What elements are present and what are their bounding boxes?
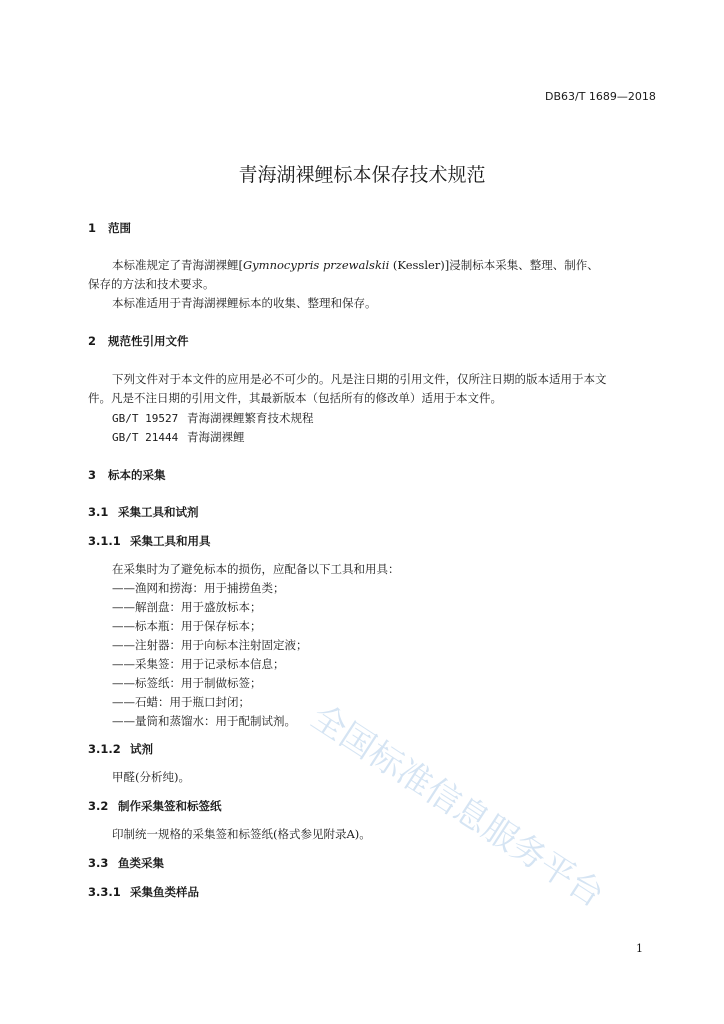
section-number: 3.1 [88, 505, 109, 519]
section-title: 试剂 [130, 742, 153, 756]
section-number: 3.3 [88, 856, 109, 870]
section-number: 3.2 [88, 799, 109, 813]
watermark: 全国标准信息服务平台 [303, 696, 611, 916]
section-title: 制作采集签和标签纸 [118, 799, 222, 813]
tool-list-item: ——渔网和捞海：用于捕捞鱼类； [112, 581, 285, 595]
section-2-heading [88, 333, 189, 349]
document-title: 青海湖裸鲤标本保存技术规范 [238, 164, 486, 186]
section-3-1-2-heading [88, 741, 153, 757]
tool-list-item: ——注射器：用于向标本注射固定液； [112, 638, 308, 652]
reference-code: GB/T 19527 [112, 412, 179, 425]
tool-list-item: ——量筒和蒸馏水：用于配制试剂。 [112, 714, 296, 728]
normative-intro-line2: 件。凡是不注日期的引用文件，其最新版本（包括所有的修改单）适用于本文件。 [88, 391, 502, 405]
reference-title: 青海湖裸鲤 [187, 430, 245, 444]
scope-paragraph-line2: 保存的方法和技术要求。 [88, 277, 215, 291]
page-number: 1 [636, 942, 643, 955]
standard-code: DB63/T 1689—2018 [545, 90, 656, 103]
section-number: 2 [88, 334, 97, 348]
tools-intro: 在采集时为了避免标本的损伤，应配备以下工具和用具： [112, 562, 400, 576]
text-segment: 本标准规定了青海湖裸鲤[ [112, 258, 243, 272]
scientific-name: Gymnocypris przewalskii [243, 258, 390, 272]
section-number: 3.3.1 [88, 885, 121, 899]
tool-list-item: ——石蜡：用于瓶口封闭； [112, 695, 250, 709]
section-title: 鱼类采集 [118, 856, 164, 870]
section-title: 采集工具和试剂 [118, 505, 199, 519]
reference-item [112, 429, 245, 445]
section-3-1-1-heading [88, 533, 211, 549]
tool-list-item: ——标签纸：用于制做标签； [112, 676, 262, 690]
tool-list-item: ——解剖盘：用于盛放标本； [112, 600, 262, 614]
normative-intro-line1: 下列文件对于本文件的应用是必不可少的。凡是注日期的引用文件，仅所注日期的版本适用于本文 [112, 372, 607, 386]
section-title: 采集工具和用具 [130, 534, 211, 548]
section-number: 3 [88, 468, 97, 482]
section-title: 采集鱼类样品 [130, 885, 199, 899]
section-3-heading [88, 467, 166, 483]
tool-list-item: ——标本瓶：用于保存标本； [112, 619, 262, 633]
tool-list-item: ——采集签：用于记录标本信息； [112, 657, 285, 671]
section-number: 3.1.1 [88, 534, 121, 548]
scope-paragraph-line1 [112, 256, 599, 275]
section-number: 3.1.2 [88, 742, 121, 756]
reference-item [112, 410, 314, 426]
section-title: 标本的采集 [108, 468, 166, 482]
section-number: 1 [88, 221, 97, 235]
section-3-3-heading [88, 855, 164, 871]
text-segment: (Kessler)]浸制标本采集、整理、制作、 [389, 258, 599, 272]
scope-applicability: 本标准适用于青海湖裸鲤标本的收集、整理和保存。 [112, 296, 377, 310]
reagent-text: 甲醛(分析纯)。 [112, 770, 190, 784]
section-3-3-1-heading [88, 884, 199, 900]
reference-title: 青海湖裸鲤繁育技术规程 [187, 411, 314, 425]
label-text: 印制统一规格的采集签和标签纸(格式参见附录A)。 [112, 827, 371, 841]
section-3-1-heading [88, 504, 199, 520]
section-3-2-heading [88, 798, 222, 814]
section-1-heading [88, 220, 131, 236]
section-title: 规范性引用文件 [108, 334, 189, 348]
reference-code: GB/T 21444 [112, 431, 179, 444]
section-title: 范围 [108, 221, 131, 235]
